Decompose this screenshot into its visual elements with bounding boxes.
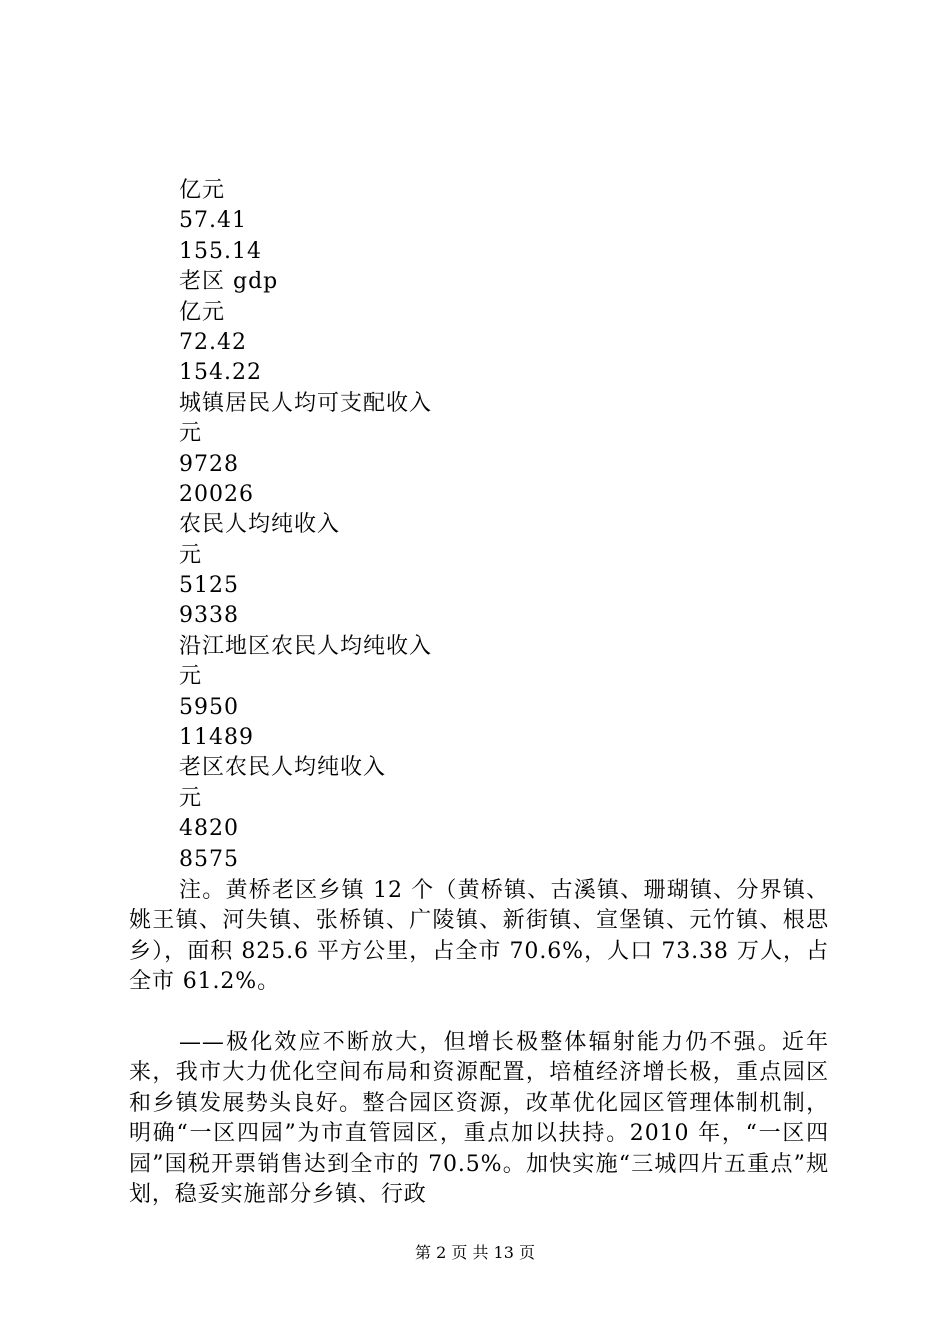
list-item: 5950 xyxy=(179,694,239,720)
list-item: 元 xyxy=(179,542,203,568)
page-footer: 第 2 页 共 13 页 xyxy=(415,1243,535,1262)
list-item: 元 xyxy=(179,664,203,690)
data-list xyxy=(179,176,432,875)
list-item: 老区农民人均纯收入 xyxy=(179,755,387,781)
list-item: 4820 xyxy=(179,816,239,842)
list-item: 72.42 xyxy=(179,329,247,355)
list-item: 沿江地区农民人均纯收入 xyxy=(179,633,433,659)
list-item: 155.14 xyxy=(179,238,262,264)
body-paragraph: ——极化效应不断放大，但增长极整体辐射能力仍不强。近年来，我市大力优化空间布局和资源配置，培植经济增长极，重点园区和乡镇发展势头良好。整合园区资源，改革优化园区管理体制机制，明确“一区四园”为市直管园区，重点加以扶持。2010 年，“一区四园”国税开票销售达到全市的 70.5%。加快实施“三城四片五重点”规划，稳妥实施部分乡镇、行政 xyxy=(129,1030,829,1208)
list-item: 154.22 xyxy=(179,360,262,386)
list-item: 9728 xyxy=(179,451,239,477)
list-item: 11489 xyxy=(179,725,254,751)
list-item: 20026 xyxy=(179,481,254,507)
list-item: 农民人均纯收入 xyxy=(179,512,341,538)
list-item: 8575 xyxy=(179,846,239,872)
note-paragraph: 注。黄桥老区乡镇 12 个（黄桥镇、古溪镇、珊瑚镇、分界镇、姚王镇、河失镇、张桥镇、广陵镇、新街镇、宣堡镇、元竹镇、根思乡），面积 825.6 平方公里，占全市 70.6%，人口 73.38 万人，占全市 61.2%。 xyxy=(129,878,829,995)
list-item: 亿元 xyxy=(179,178,226,203)
list-item: 元 xyxy=(179,785,203,811)
list-item: 老区 gdp xyxy=(179,269,279,295)
list-item: 5125 xyxy=(179,573,239,599)
list-item: 57.41 xyxy=(179,208,247,234)
list-item: 元 xyxy=(179,421,203,447)
list-item: 9338 xyxy=(179,603,239,629)
list-item: 城镇居民人均可支配收入 xyxy=(179,390,433,416)
list-item: 亿元 xyxy=(179,299,226,325)
